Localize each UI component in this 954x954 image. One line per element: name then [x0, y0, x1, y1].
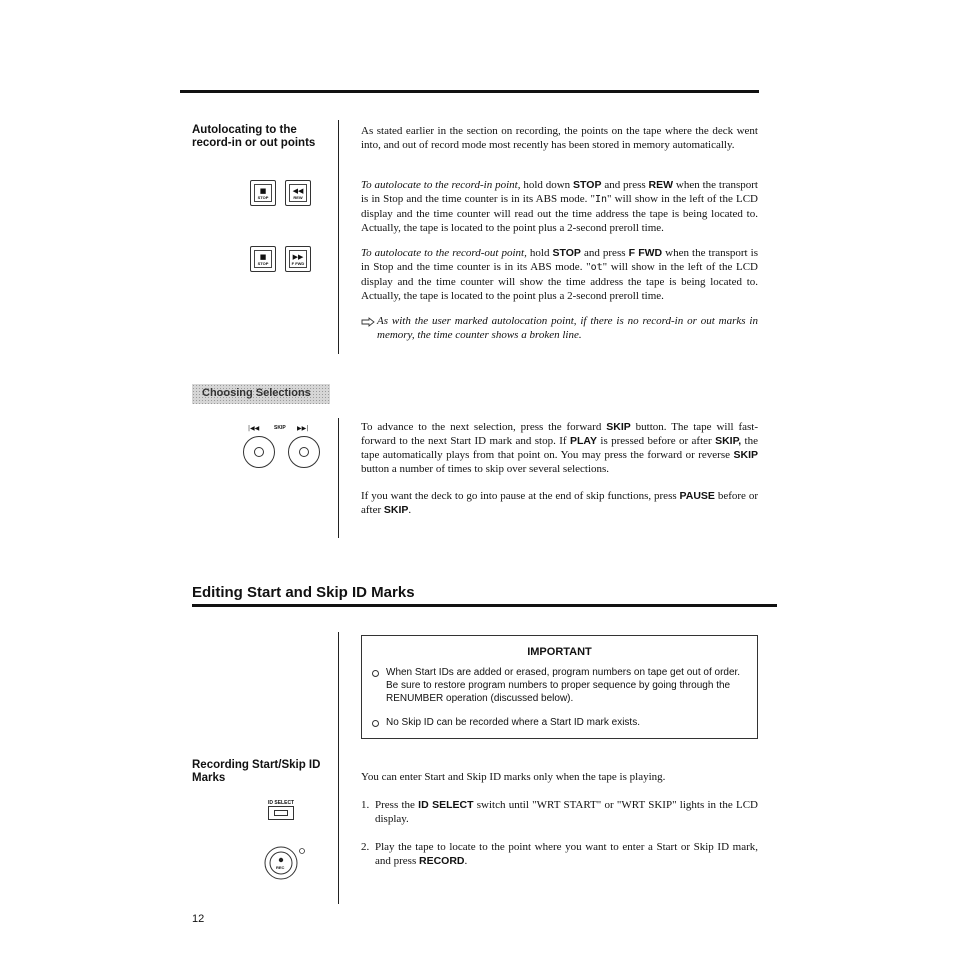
important-item-1: When Start IDs are added or erased, program numbers on tape get out of order. Be sure to restore program numbers to proper sequence by going through the RENUMBER operation (discussed below). [386, 667, 741, 704]
step-2-number: 2. [361, 841, 370, 853]
recording-heading: Recording Start/Skip ID Marks [192, 759, 321, 784]
autolocate-column-divider [338, 120, 339, 354]
bullet-icon [372, 670, 379, 677]
rec-out-paragraph: To autolocate to the record-out point, hold STOP and press F FWD when the transport is in Stop and the time counter is in its ABS mode. "ot" will show in the left of the LCD display and the time counter will show the time address the tape is being located to. Actually, the tape is located to the point plus a 2-second preroll time. [361, 247, 758, 302]
fast-forward-icon: ▶▶ [292, 252, 304, 261]
id-select-label: ID SELECT [268, 800, 295, 806]
skip-reverse-button-illustration [243, 436, 275, 468]
record-button-illustration [264, 845, 300, 881]
choosing-paragraph-1: To advance to the next selection, press the forward SKIP button. The tape will fast-forward to the next Start ID mark and stop. If PLAY is pressed before or after SKIP, the tape automatically plays from that point on. You may press the forward or reverse SKIP button a number of times to skip over several selections. [361, 421, 758, 475]
choosing-selections-banner: Choosing Selections [192, 384, 330, 404]
step-1-number: 1. [361, 799, 370, 811]
recording-intro: You can enter Start and Skip ID marks only when the tape is playing. [361, 771, 666, 783]
stop-key: ■ STOP [250, 180, 276, 206]
important-title: IMPORTANT [527, 646, 592, 658]
ffwd-key: ▶▶ F FWD [285, 246, 311, 272]
important-box [361, 635, 758, 739]
step-1-text: Press the ID SELECT switch until "WRT START" or "WRT SKIP" lights in the LCD display. [375, 799, 758, 825]
choosing-paragraph-2: If you want the deck to go into pause at the end of skip functions, press PAUSE before or after SKIP. [361, 490, 758, 516]
section-title: Editing Start and Skip ID Marks [192, 584, 415, 601]
skip-forward-button-illustration [288, 436, 320, 468]
lcd-out-indicator: ot [590, 262, 603, 273]
page-number: 12 [192, 913, 205, 925]
autolocate-intro: As stated earlier in the section on recording, the points on the tape where the deck went into, and out of record mode most recently has been stored in memory automatically. [361, 125, 758, 151]
section-rule [192, 604, 777, 607]
autolocate-heading: Autolocating to the record-in or out points [192, 124, 316, 149]
bullet-icon [372, 720, 379, 727]
choosing-column-divider [338, 418, 339, 538]
important-item-2: No Skip ID can be recorded where a Start ID mark exists. [386, 717, 640, 728]
note-pointer-icon [361, 314, 375, 332]
editing-column-divider [338, 632, 339, 904]
autolocate-note: As with the user marked autolocation point, if there is no record-in or out marks in memory, the time counter shows a broken line. [377, 315, 758, 341]
stop-icon: ■ [259, 252, 267, 261]
rewind-icon: ◀◀ [292, 186, 304, 195]
stop-key-2: ■ STOP [250, 246, 276, 272]
id-select-switch-illustration [268, 806, 294, 820]
skip-next-icon: ▶▶| [297, 425, 309, 432]
rec-label: REC [276, 865, 285, 870]
step-2-text: Play the tape to locate to the point where you want to enter a Start or Skip ID mark, and press RECORD. [375, 841, 758, 867]
lcd-in-indicator: In [594, 194, 608, 205]
skip-label: SKIP [274, 425, 286, 431]
top-rule [180, 90, 759, 93]
skip-prev-icon: |◀◀ [248, 425, 260, 432]
rec-in-paragraph: To autolocate to the record-in point, hold down STOP and press REW when the transport is in Stop and the time counter is in its ABS mode. "In" will show in the left of the LCD display and the time counter will read out the time address the tape is being located to. Actually, the tape is located to the point plus a 2-second preroll time. [361, 179, 758, 234]
stop-icon: ■ [259, 186, 267, 195]
rew-key: ◀◀ REW [285, 180, 311, 206]
